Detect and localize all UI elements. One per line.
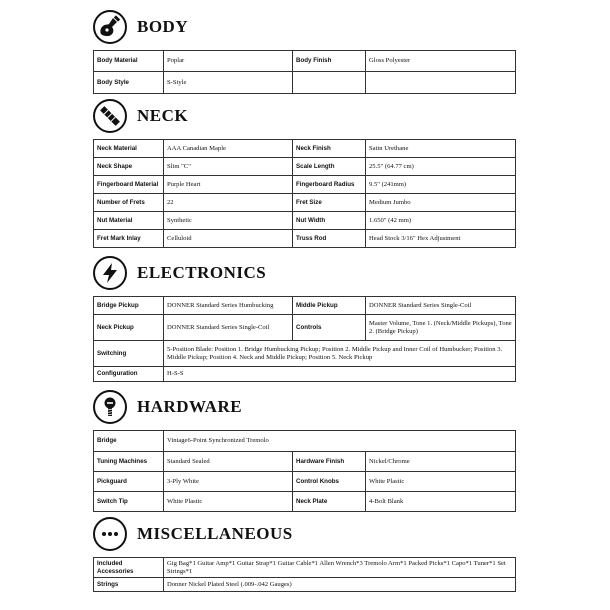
spec-value: 1.650" (42 mm): [366, 212, 516, 230]
spec-label: Control Knobs: [293, 472, 366, 492]
spec-label: [293, 72, 366, 94]
table-row: [94, 315, 516, 341]
table-row: [94, 194, 516, 212]
table-row: [94, 72, 516, 94]
spec-value: Vintage6-Point Synchronized Tremolo: [164, 431, 516, 452]
more-dots-icon: [93, 517, 127, 551]
spec-value: 25.5" (64.77 cm): [366, 158, 516, 176]
spec-label: Configuration: [94, 367, 164, 382]
spec-value: Slim "C": [164, 158, 293, 176]
guitar-body-icon: [93, 10, 127, 44]
table-row: [94, 230, 516, 248]
spec-label: Neck Material: [94, 140, 164, 158]
spec-label: Number of Frets: [94, 194, 164, 212]
spec-value: Medium Jumbo: [366, 194, 516, 212]
spec-label: Strings: [94, 578, 164, 592]
section-electronics-header: [93, 256, 266, 290]
section-hardware-header: [93, 390, 242, 424]
spec-label: Neck Pickup: [94, 315, 164, 341]
spec-label: Bridge Pickup: [94, 297, 164, 315]
spec-label: Pickguard: [94, 472, 164, 492]
spec-value: Master Volume, Tone 1. (Neck/Middle Pickups), Tone 2. (Bridge Pickup): [366, 315, 516, 341]
spec-value: 4-Bolt Blank: [366, 492, 516, 512]
spec-value: Gig Bag*1 Guitar Amp*1 Guitar Strap*1 Guitar Cable*1 Allen Wrench*3 Tremolo Arm*1 Packed Picks*1 Capo*1 Tuner*1 Set Strings*1: [164, 558, 516, 578]
spec-label: Switching: [94, 341, 164, 367]
section-title-electronics: ELECTRONICS: [137, 263, 267, 282]
spec-label: Body Material: [94, 51, 164, 72]
spec-label: Tuning Machines: [94, 452, 164, 472]
spec-label: Neck Plate: [293, 492, 366, 512]
spec-label: Neck Shape: [94, 158, 164, 176]
spec-value: Poplar: [164, 51, 293, 72]
electronics-spec-table: [93, 296, 516, 382]
spec-label: Bridge: [94, 431, 164, 452]
table-row: [94, 452, 516, 472]
table-row: [94, 140, 516, 158]
spec-value: 9.5" (241mm): [366, 176, 516, 194]
table-row: [94, 492, 516, 512]
section-misc-header: [93, 517, 293, 551]
neck-spec-table: [93, 139, 516, 248]
spec-value: Gloss Polyester: [366, 51, 516, 72]
spec-label: Middle Pickup: [293, 297, 366, 315]
spec-label: Switch Tip: [94, 492, 164, 512]
spec-value: Synthetic: [164, 212, 293, 230]
table-row: [94, 51, 516, 72]
spec-label: Fingerboard Radius: [293, 176, 366, 194]
spec-value: Satin Urethane: [366, 140, 516, 158]
spec-label: Hardware Finish: [293, 452, 366, 472]
spec-value: White Plastic: [366, 472, 516, 492]
section-title-neck: NECK: [137, 106, 189, 125]
spec-label: Body Finish: [293, 51, 366, 72]
spec-value: DONNER Standard Series Single-Coil: [164, 315, 293, 341]
spec-value: 22: [164, 194, 293, 212]
spec-value: H-S-S: [164, 367, 516, 382]
spec-value: Celluloid: [164, 230, 293, 248]
misc-spec-table: [93, 557, 516, 592]
table-row: [94, 472, 516, 492]
spec-label: Fret Mark Inlay: [94, 230, 164, 248]
spec-value: Standard Sealed: [164, 452, 293, 472]
spec-value: Donner Nickel Plated Steel (.009-.042 Gauges): [164, 578, 516, 592]
hardware-spec-table: [93, 430, 516, 512]
spec-value: Head Stock 3/16" Hex Adjustment: [366, 230, 516, 248]
section-title-hardware: HARDWARE: [137, 397, 243, 416]
spec-label: Scale Length: [293, 158, 366, 176]
spec-label: Neck Finish: [293, 140, 366, 158]
section-neck-header: [93, 99, 188, 133]
spec-value: 5-Position Blade: Position 1. Bridge Humbucking Pickup; Position 2. Middle Pickup and Inner Coil of Humbucker; Position 3. Middle Pickup; Position 4. Neck and Middle Pickup; Position 5. Neck Pickup: [164, 341, 516, 367]
spec-value: Purple Heart: [164, 176, 293, 194]
table-row: [94, 558, 516, 578]
spec-value: DONNER Standard Series Single-Coil: [366, 297, 516, 315]
spec-label: Fingerboard Material: [94, 176, 164, 194]
section-title-body: BODY: [137, 17, 189, 36]
spec-value: White Plastic: [164, 492, 293, 512]
spec-value: AAA Canadian Maple: [164, 140, 293, 158]
spec-label: Nut Material: [94, 212, 164, 230]
spec-value: S-Style: [164, 72, 293, 94]
table-row: [94, 176, 516, 194]
table-row: [94, 578, 516, 592]
spec-value: [366, 72, 516, 94]
section-title-misc: MISCELLANEOUS: [137, 524, 293, 543]
table-row: [94, 341, 516, 367]
screw-icon: [93, 390, 127, 424]
table-row: [94, 158, 516, 176]
body-spec-table: [93, 50, 516, 94]
table-row: [94, 367, 516, 382]
spec-label: Fret Size: [293, 194, 366, 212]
spec-label: Controls: [293, 315, 366, 341]
spec-value: DONNER Standard Series Humbucking: [164, 297, 293, 315]
section-body-header: [93, 10, 188, 44]
table-row: [94, 297, 516, 315]
table-row: [94, 212, 516, 230]
spec-label: Included Accessories: [94, 558, 164, 578]
spec-value: Nickel/Chrome: [366, 452, 516, 472]
spec-label: Nut Width: [293, 212, 366, 230]
spec-label: Body Style: [94, 72, 164, 94]
spec-label: Truss Rod: [293, 230, 366, 248]
lightning-icon: [93, 256, 127, 290]
spec-value: 3-Ply White: [164, 472, 293, 492]
table-row: [94, 431, 516, 452]
guitar-neck-icon: [93, 99, 127, 133]
